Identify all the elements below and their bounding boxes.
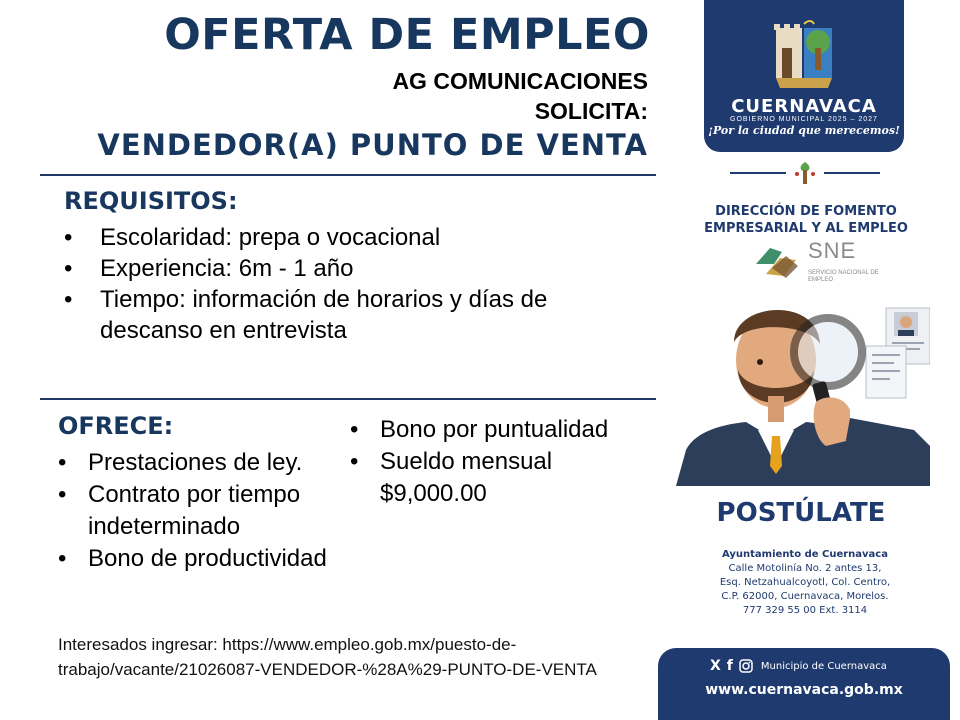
- page-title: OFERTA DE EMPLEO: [164, 10, 650, 60]
- list-item: • Contrato por tiempo indeterminado: [56, 479, 346, 543]
- apply-cta: POSTÚLATE: [716, 498, 886, 528]
- address-title: Ayuntamiento de Cuernavaca: [722, 549, 888, 560]
- list-item: • Bono por puntualidad: [348, 414, 648, 446]
- phone-line: 777 329 55 00 Ext. 3114: [742, 605, 868, 616]
- municipal-badge: [704, 0, 904, 152]
- recruiter-illustration: [676, 290, 930, 486]
- list-item: • Tiempo: información de horarios y días de descanso en entrevista: [60, 284, 650, 346]
- government-period: GOBIERNO MUNICIPAL 2025 – 2027: [730, 116, 878, 123]
- handshake-icon: [752, 238, 802, 284]
- list-item: • Prestaciones de ley.: [56, 447, 346, 479]
- facebook-icon[interactable]: f: [726, 658, 733, 674]
- requirements-list: [60, 222, 650, 346]
- list-item: • Experiencia: 6m - 1 año: [60, 253, 650, 284]
- city-slogan: ¡Por la ciudad que merecemos!: [708, 124, 900, 137]
- divider-middle: [40, 398, 656, 400]
- social-links: [710, 658, 887, 674]
- company-block: [392, 66, 648, 126]
- list-item: • Escolaridad: prepa o vocacional: [60, 222, 650, 253]
- offers-list-left: [56, 447, 346, 575]
- address-block: [680, 548, 930, 618]
- direction-line: EMPRESARIAL Y AL EMPLEO: [704, 221, 908, 236]
- website-link[interactable]: www.cuernavaca.gob.mx: [705, 682, 903, 698]
- x-icon[interactable]: X: [710, 658, 721, 674]
- requirements-heading: REQUISITOS:: [64, 187, 238, 215]
- sne-full-name: SERVICIO NACIONAL DE EMPLEO: [808, 270, 879, 283]
- position-title: VENDEDOR(A) PUNTO DE VENTA: [97, 128, 648, 162]
- city-crest-icon: [768, 18, 840, 92]
- address-line: Esq. Netzahualcoyotl, Col. Centro,: [719, 577, 891, 588]
- direction-name: [684, 203, 928, 237]
- offers-list-right: [348, 414, 648, 510]
- offers-heading: OFRECE:: [58, 412, 174, 440]
- address-line: C.P. 62000, Cuernavaca, Morelos.: [721, 591, 889, 602]
- ornament-divider-icon: [730, 158, 880, 188]
- apply-link-text[interactable]: Interesados ingresar: https://www.empleo.gob.mx/puesto-de-trabajo/vacante/21026087-VENDEDOR-%28A%29-PUNTO-DE-VENTA: [58, 635, 597, 679]
- divider-top: [40, 174, 656, 176]
- address-line: Calle Motolinía No. 2 antes 13,: [728, 563, 882, 574]
- sne-abbr: SNE: [808, 238, 857, 263]
- list-item: • Bono de productividad: [56, 543, 346, 575]
- solicita-label: SOLICITA:: [534, 98, 648, 124]
- social-account-name: Municipio de Cuernavaca: [760, 660, 887, 672]
- company-name: AG COMUNICACIONES: [392, 68, 648, 94]
- list-item: • Sueldo mensual $9,000.00: [348, 446, 648, 510]
- footer-bar: [658, 648, 950, 720]
- direction-line: DIRECCIÓN DE FOMENTO: [715, 204, 897, 219]
- instagram-icon[interactable]: [739, 659, 753, 673]
- city-name: CUERNAVACA: [731, 96, 877, 117]
